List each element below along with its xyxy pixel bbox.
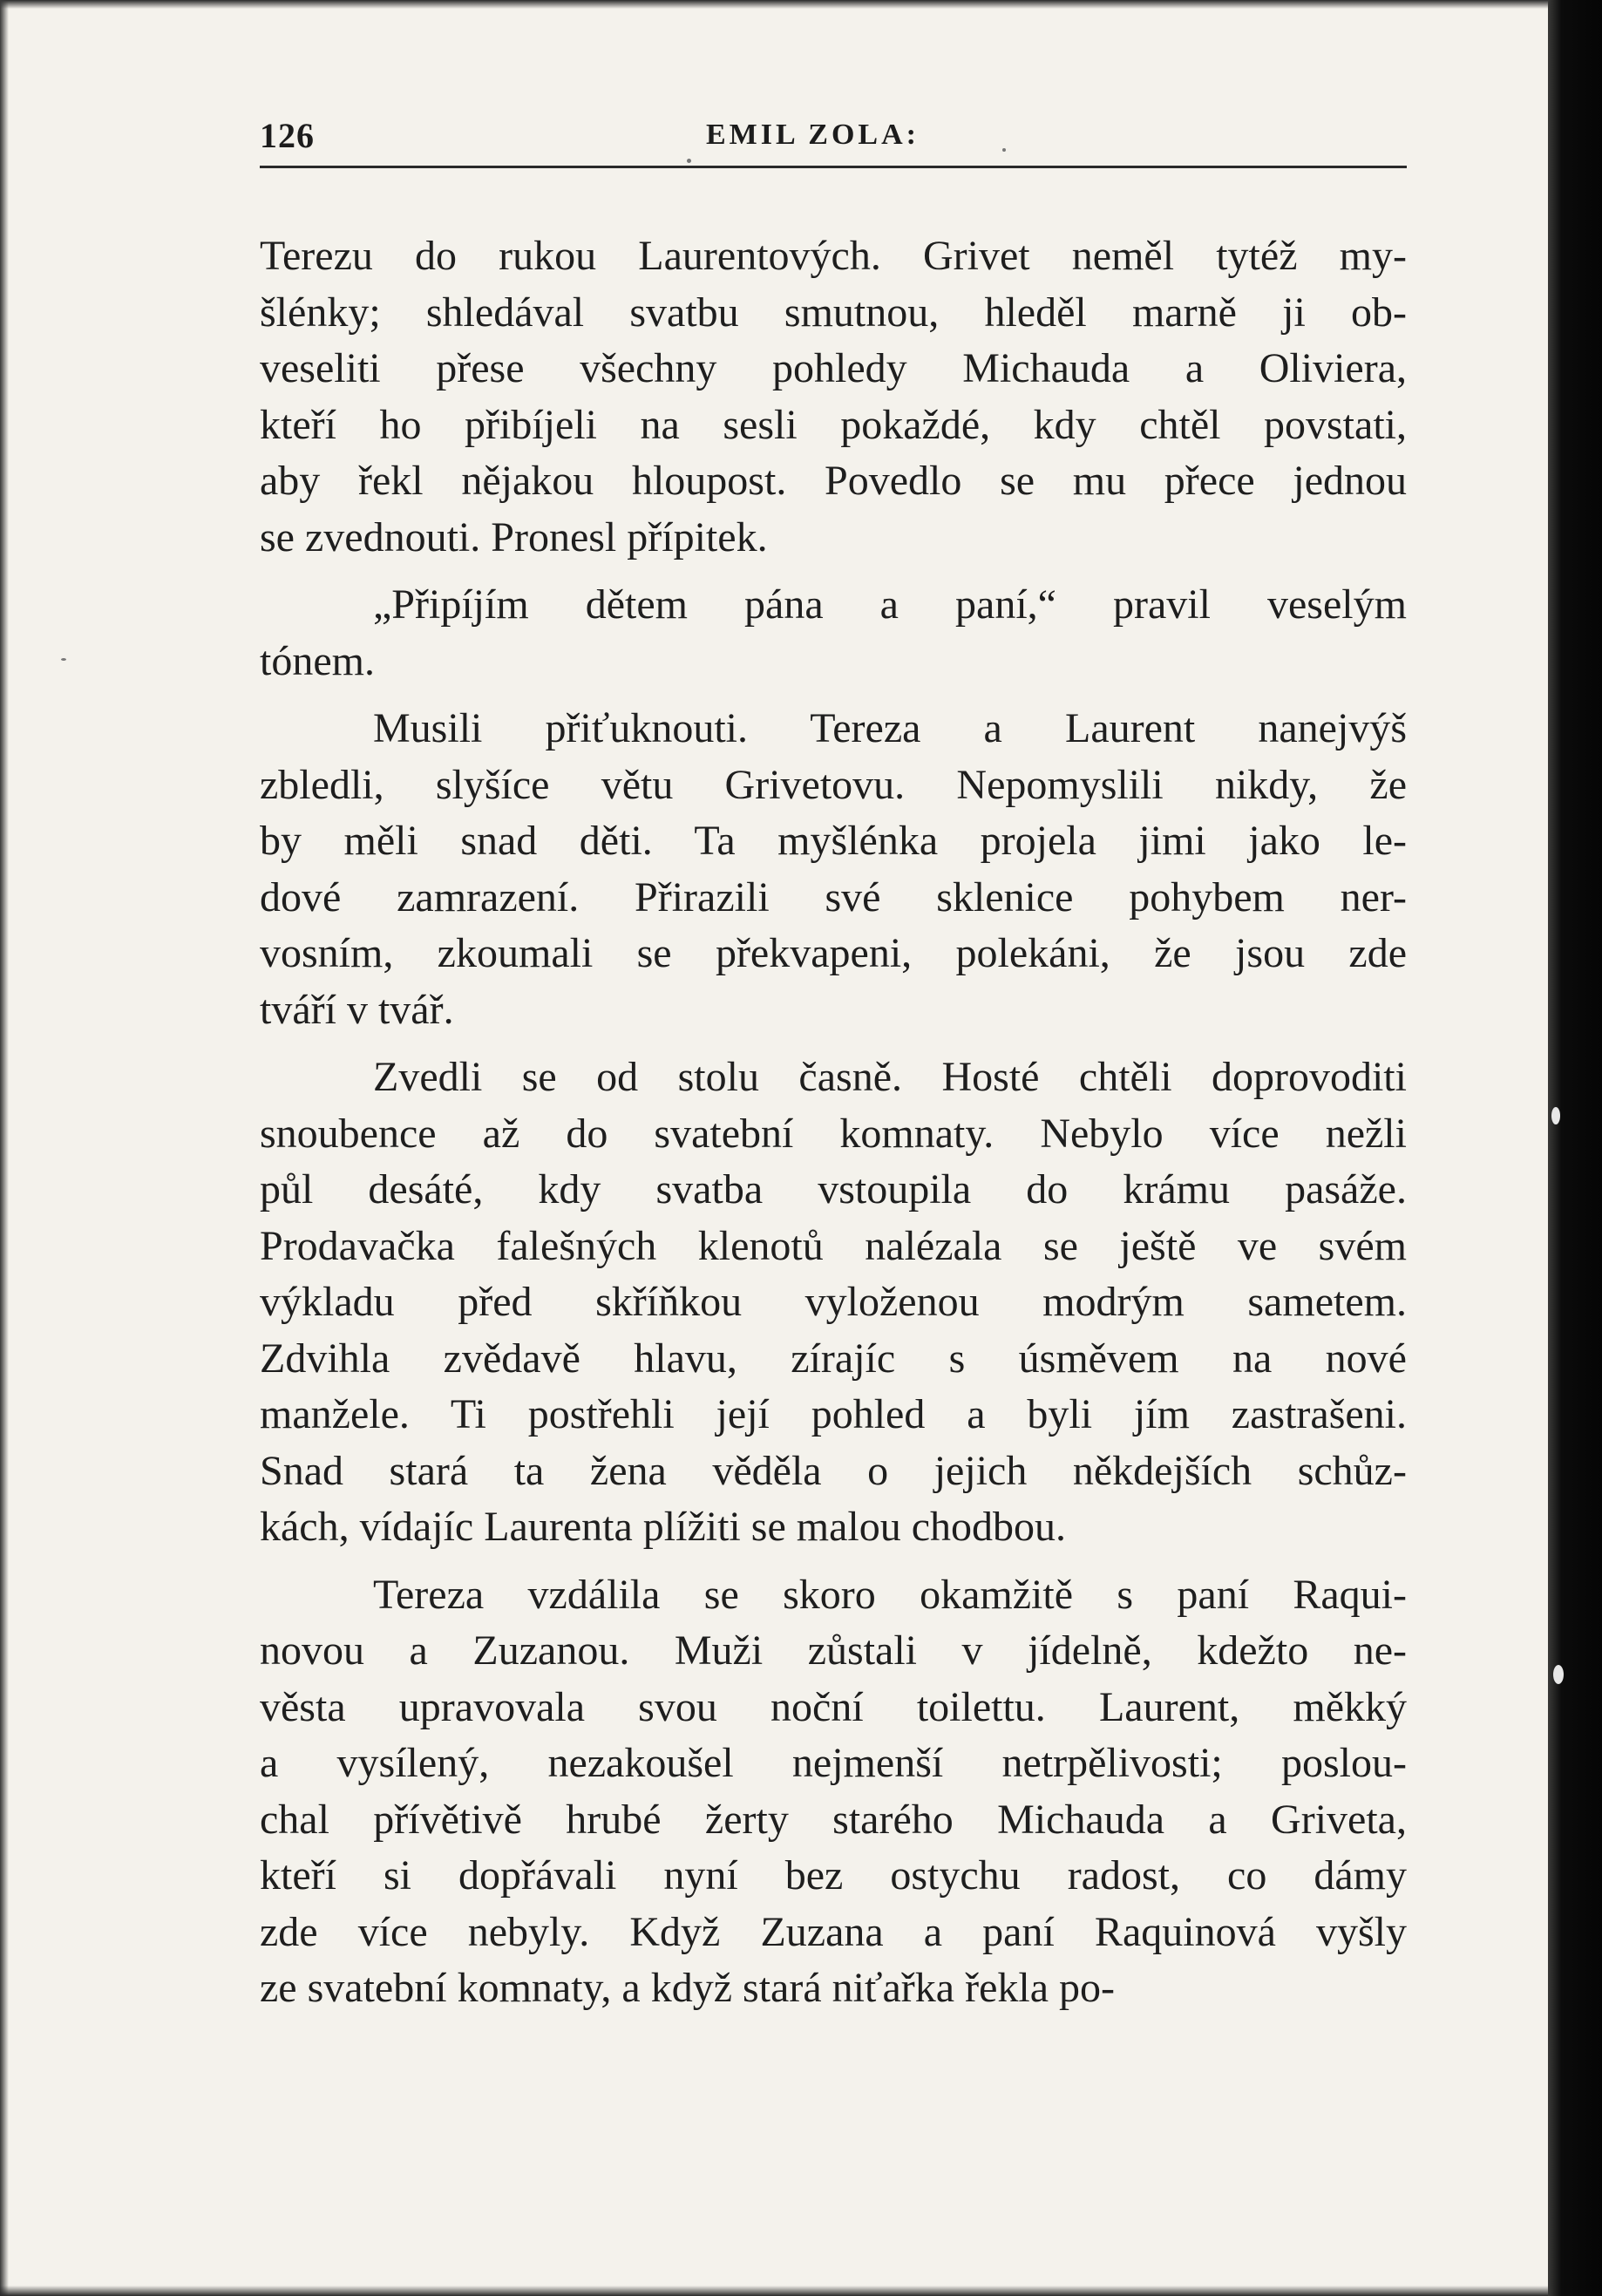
text-line: veseliti přese všechny pohledy Michauda a Oliviera, xyxy=(260,345,1407,391)
paragraph xyxy=(260,228,1428,566)
text-line: snoubence až do svatební komnaty. Nebylo více nežli xyxy=(260,1110,1407,1157)
text-line: Tereza vzdálila se skoro okamžitě s paní Raqui- xyxy=(373,1571,1408,1618)
scan-speck xyxy=(1553,1665,1564,1684)
paragraph xyxy=(260,1050,1428,1556)
scan-speck xyxy=(61,658,66,661)
text-line: Prodavačka falešných klenotů nalézala se ještě ve svém xyxy=(260,1222,1407,1269)
paragraph xyxy=(260,1567,1428,2017)
text-line: kteří ho přibíjeli na sesli pokaždé, kdy chtěl povstati, xyxy=(260,401,1407,448)
scan-edge-bottom xyxy=(0,2286,1602,2296)
text-line: „Připíjím dětem pána a paní,“ pravil veselým xyxy=(373,581,1407,628)
text-line: novou a Zuzanou. Muži zůstali v jídelně, kdežto ne- xyxy=(260,1627,1408,1674)
text-line: Snad stará ta žena věděla o jejich někdejších schůz- xyxy=(260,1447,1407,1494)
text-line: dové zamrazení. Přirazili své sklenice pohybem ner- xyxy=(260,873,1407,920)
scan-edge-left xyxy=(0,0,9,2296)
scan-edge-right xyxy=(1548,0,1602,2296)
body-text xyxy=(260,228,1428,2028)
text-line: vosním, zkoumali se překvapeni, polekáni, že jsou zde xyxy=(260,930,1408,976)
text-line: chal přívětivě hrubé žerty starého Michauda a Griveta, xyxy=(260,1796,1407,1843)
text-line: manžele. Ti postřehli její pohled a byli jím zastrašeni. xyxy=(260,1391,1408,1437)
text-line: tváří v tvář. xyxy=(260,986,454,1033)
text-line: ze svatební komnaty, a když stará niťařka řekla po- xyxy=(260,1965,1115,2011)
page-header xyxy=(260,115,1407,167)
header-rule xyxy=(260,166,1407,168)
scan-edge-top xyxy=(0,0,1602,9)
text-line: zbledli, slyšíce větu Grivetovu. Nepomyslili nikdy, že xyxy=(260,761,1407,808)
text-line: výkladu před skříňkou vyloženou modrým sametem. xyxy=(260,1279,1407,1325)
text-line: Zvedli se od stolu časně. Hosté chtěli doprovoditi xyxy=(373,1054,1407,1100)
running-head: EMIL ZOLA: xyxy=(706,119,920,151)
text-line: aby řekl nějakou hloupost. Povedlo se mu přece jednou xyxy=(260,458,1408,504)
page-number: 126 xyxy=(260,116,315,155)
text-line: a vysílený, nezakoušel nejmenší netrpělivosti; poslou- xyxy=(260,1740,1407,1786)
text-line: Terezu do rukou Laurentových. Grivet neměl tytéž my- xyxy=(260,233,1407,279)
scan-speck xyxy=(1551,1107,1560,1124)
text-line: tónem. xyxy=(260,637,375,684)
text-line: věsta upravovala svou noční toilettu. Laurent, měkký xyxy=(260,1683,1408,1730)
text-line: zde více nebyly. Když Zuzana a paní Raquinová vyšly xyxy=(260,1908,1408,1955)
text-line: kteří si dopřávali nyní bez ostychu radost, co dámy xyxy=(260,1852,1407,1899)
text-line: půl desáté, kdy svatba vstoupila do krámu pasáže. xyxy=(260,1166,1407,1213)
text-line: by měli snad děti. Ta myšlénka projela jimi jako le- xyxy=(260,818,1408,864)
paragraph xyxy=(260,701,1428,1038)
paragraph xyxy=(260,577,1428,689)
text-line: šlénky; shledával svatbu smutnou, hleděl marně ji ob- xyxy=(260,289,1408,336)
text-line: kách, vídajíc Laurenta plížiti se malou chodbou. xyxy=(260,1504,1067,1550)
text-line: Musili přiťuknouti. Tereza a Laurent nanejvýš xyxy=(373,705,1408,751)
text-line: se zvednouti. Pronesl přípitek. xyxy=(260,513,768,560)
text-line: Zdvihla zvědavě hlavu, zírajíc s úsměvem na nové xyxy=(260,1335,1407,1382)
